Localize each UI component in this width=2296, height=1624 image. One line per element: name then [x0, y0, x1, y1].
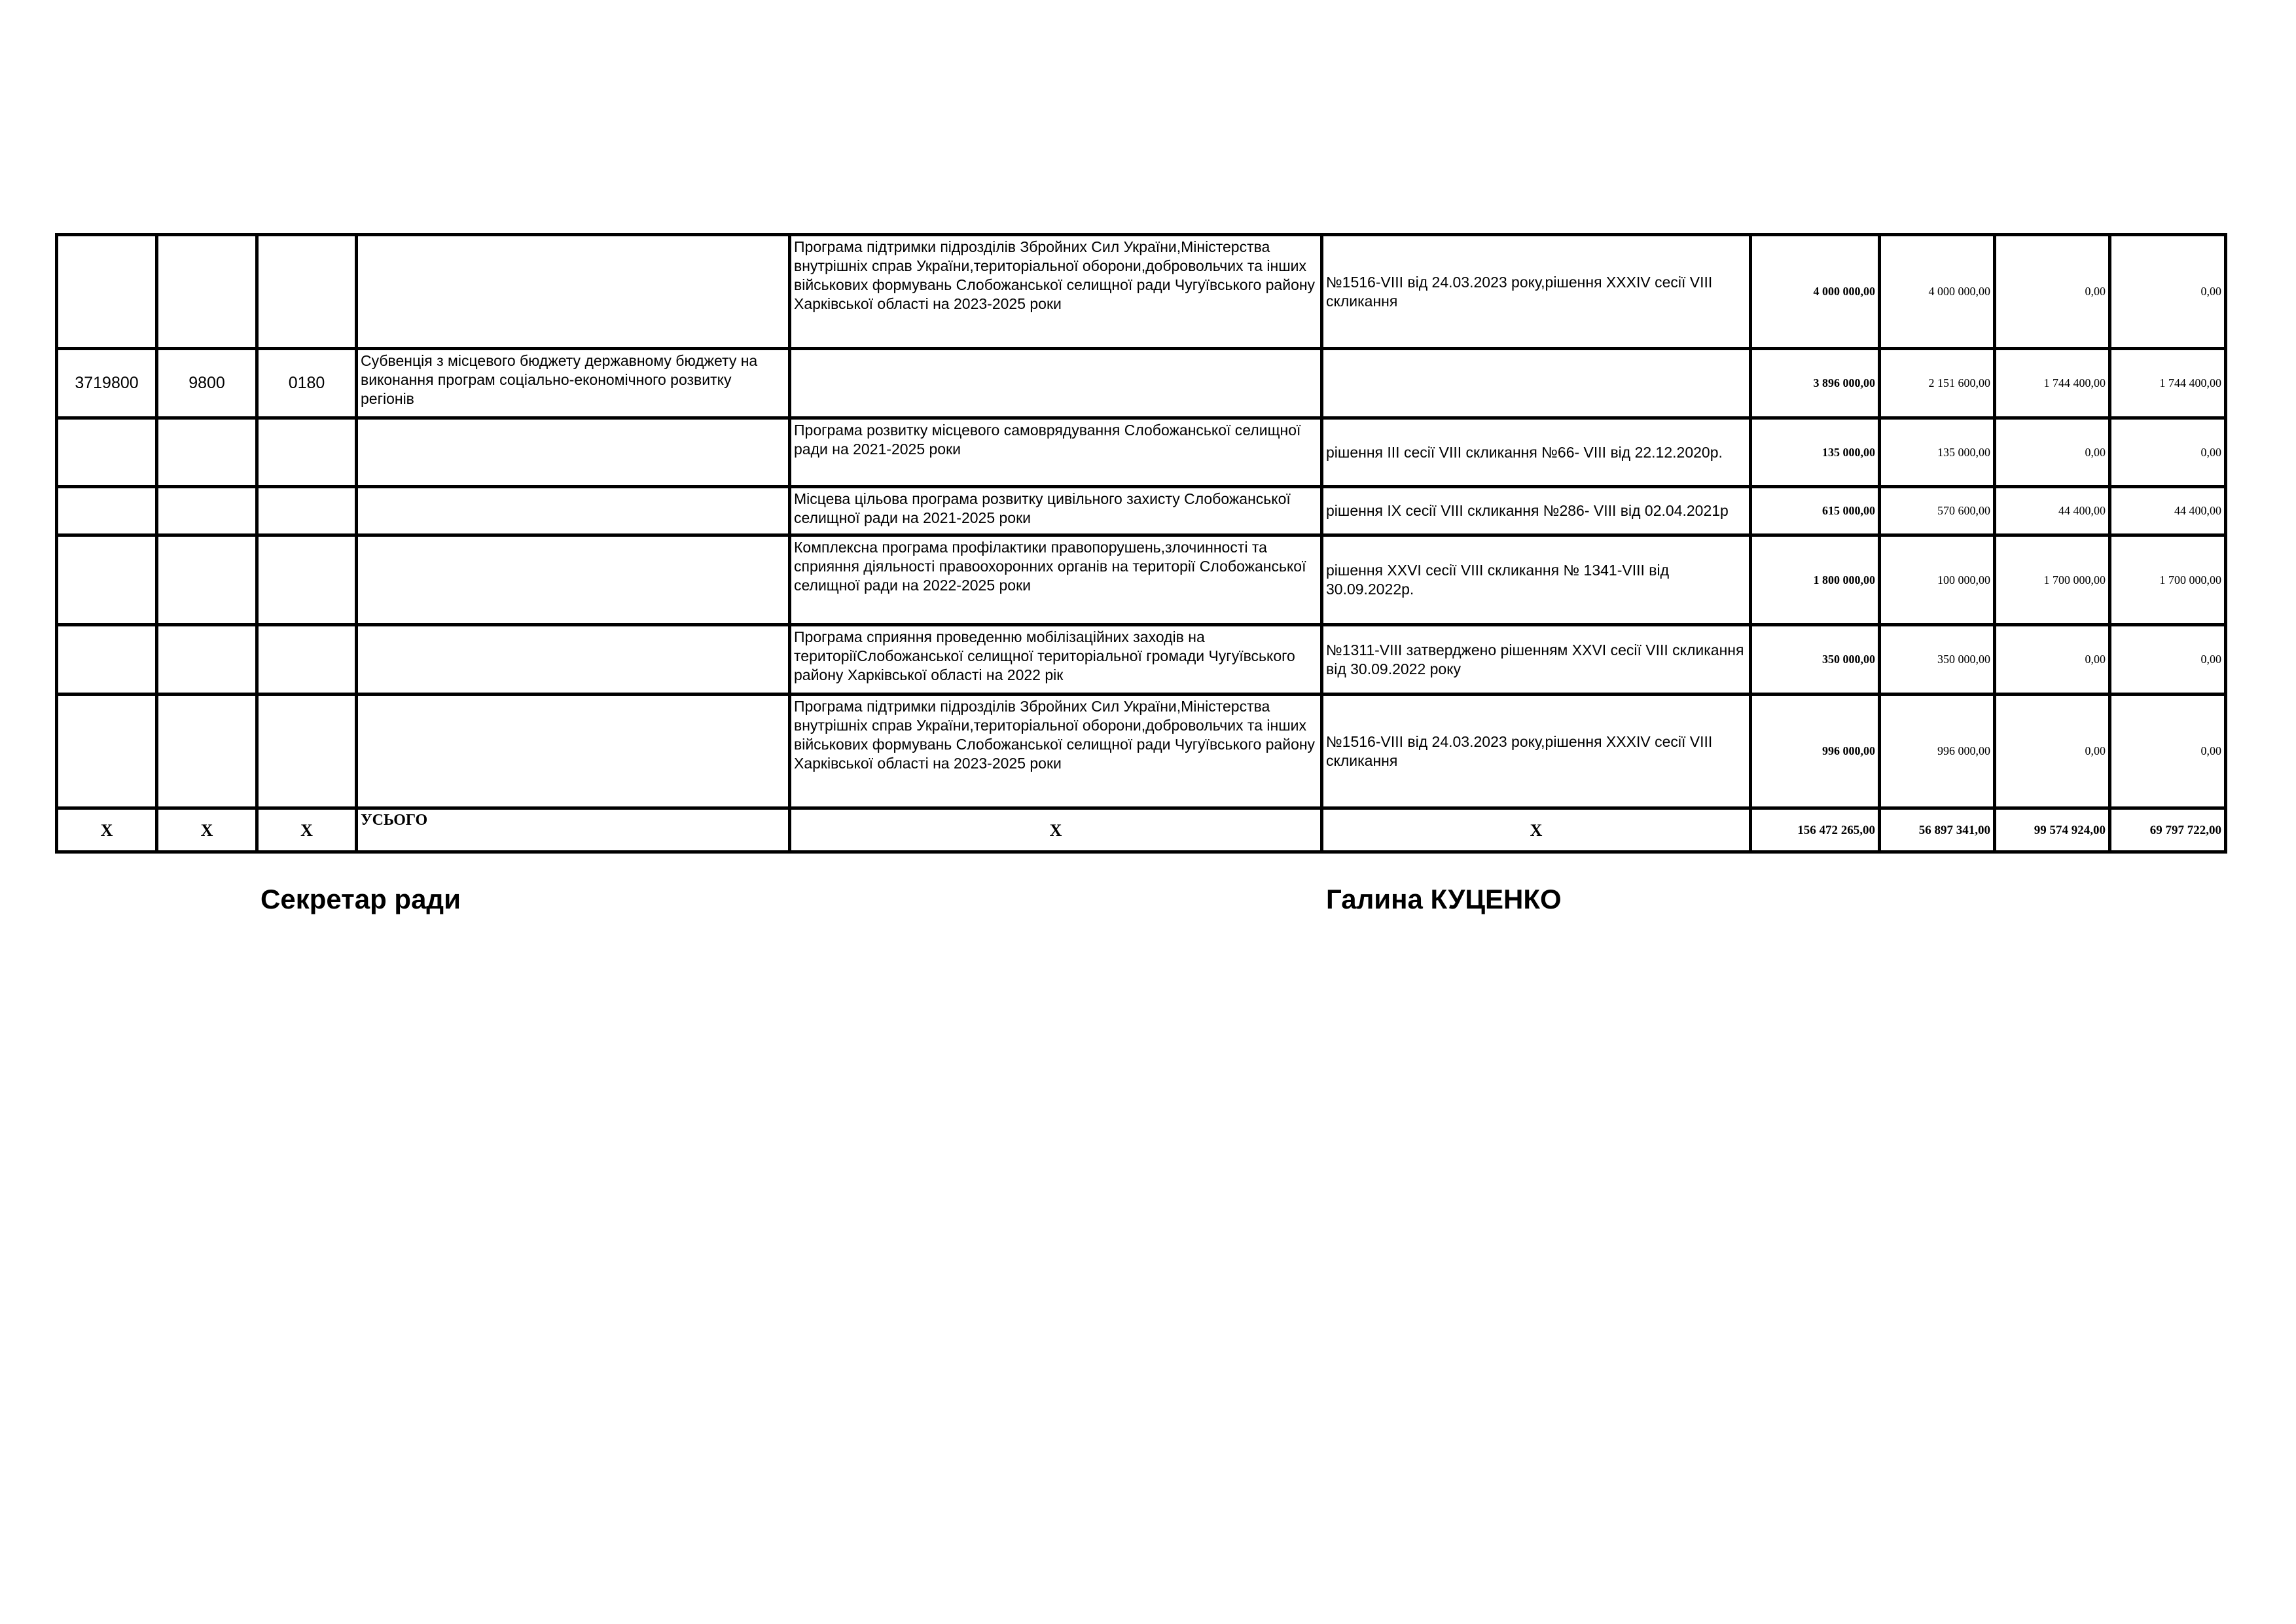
total-amount-cell: 615 000,00: [1751, 487, 1880, 535]
development-budget-cell: 0,00: [2110, 695, 2226, 808]
development-budget-cell: 1 700 000,00: [2110, 535, 2226, 625]
purpose-cell: [357, 418, 790, 487]
general-fund-cell: 2 151 600,00: [1880, 349, 1995, 418]
purpose-cell: [357, 487, 790, 535]
general-fund-total-cell: 56 897 341,00: [1880, 808, 1995, 852]
kfk2-code-cell: [157, 418, 257, 487]
grand-total-cell: 156 472 265,00: [1751, 808, 1880, 852]
decision-cell: №1516-VIII від 24.03.2023 року,рішення XXXIV сесії VIII скликання: [1322, 695, 1751, 808]
total-row: [57, 808, 2226, 852]
total-amount-cell: 3 896 000,00: [1751, 349, 1880, 418]
table-row: [57, 487, 2226, 535]
purpose-cell: [357, 695, 790, 808]
kfk3-code-cell: [257, 625, 357, 695]
decision-cell: №1516-VIII від 24.03.2023 року,рішення XXXIV сесії VIII скликання: [1322, 235, 1751, 349]
table-row: [57, 418, 2226, 487]
general-fund-cell: 4 000 000,00: [1880, 235, 1995, 349]
table-row: [57, 349, 2226, 418]
decision-cell: рішення III сесії VIII скликання №66- VIII від 22.12.2020р.: [1322, 418, 1751, 487]
general-fund-cell: 135 000,00: [1880, 418, 1995, 487]
decision-cell: рішення XXVI сесії VIII скликання № 1341-VIII від 30.09.2022р.: [1322, 535, 1751, 625]
kfk-code-cell: [57, 695, 157, 808]
kfk3-code-cell: 0180: [257, 349, 357, 418]
budget-table: [55, 233, 2227, 854]
special-fund-cell: 0,00: [1995, 625, 2110, 695]
general-fund-cell: 996 000,00: [1880, 695, 1995, 808]
program-cell: [790, 349, 1322, 418]
development-budget-total-cell: 69 797 722,00: [2110, 808, 2226, 852]
kfk3-code-cell: [257, 235, 357, 349]
kfk2-code-cell: [157, 695, 257, 808]
kfk-code-cell: [57, 235, 157, 349]
kfk3-code-cell: [257, 418, 357, 487]
development-budget-cell: 0,00: [2110, 418, 2226, 487]
general-fund-cell: 100 000,00: [1880, 535, 1995, 625]
kfk-code-cell: [57, 418, 157, 487]
kfk2-code-cell: [157, 235, 257, 349]
total-amount-cell: 996 000,00: [1751, 695, 1880, 808]
kfk2-code-cell: 9800: [157, 349, 257, 418]
purpose-cell: [357, 625, 790, 695]
decision-cell: [1322, 349, 1751, 418]
special-fund-total-cell: 99 574 924,00: [1995, 808, 2110, 852]
program-cell: Комплексна програма профілактики правопорушень,злочинності та сприяння діяльності правоохоронних органів на території Слобожанської селищної ради на 2022-2025 роки: [790, 535, 1322, 625]
kfk3-code-cell: [257, 535, 357, 625]
total-amount-cell: 1 800 000,00: [1751, 535, 1880, 625]
program-cell: Програма розвитку місцевого самоврядування Слобожанської селищної ради на 2021-2025 роки: [790, 418, 1322, 487]
kfk2-code-cell: [157, 625, 257, 695]
program-cell: Програма підтримки підрозділів Збройних Сил України,Міністерства внутрішніх справ України,територіальної оборони,добровольчих та інших військових формувань Слобожанської селищної ради Чугуївського району Харківської області на 2023-2025 роки: [790, 235, 1322, 349]
signature-name: Галина КУЦЕНКО: [1326, 884, 1562, 914]
total-x-cell: X: [257, 808, 357, 852]
kfk2-code-cell: [157, 487, 257, 535]
program-cell: Програма сприяння проведенню мобілізаційних заходів на територіїСлобожанської селищної територіальної громади Чугуївського району Харківської області на 2022 рік: [790, 625, 1322, 695]
program-cell: Програма підтримки підрозділів Збройних Сил України,Міністерства внутрішніх справ України,територіальної оборони,добровольчих та інших військових формувань Слобожанської селищної ради Чугуївського району Харківської області на 2023-2025 роки: [790, 695, 1322, 808]
special-fund-cell: 1 744 400,00: [1995, 349, 2110, 418]
total-x-cell: X: [790, 808, 1322, 852]
table-row: [57, 695, 2226, 808]
general-fund-cell: 350 000,00: [1880, 625, 1995, 695]
total-x-cell: X: [157, 808, 257, 852]
kfk-code-cell: 3719800: [57, 349, 157, 418]
total-x-cell: X: [57, 808, 157, 852]
table-row: [57, 535, 2226, 625]
special-fund-cell: 0,00: [1995, 695, 2110, 808]
program-cell: Місцева цільова програма розвитку цивільного захисту Слобожанської селищної ради на 2021-2025 роки: [790, 487, 1322, 535]
signature-position: Секретар ради: [260, 884, 461, 914]
development-budget-cell: 0,00: [2110, 625, 2226, 695]
development-budget-cell: 44 400,00: [2110, 487, 2226, 535]
kfk3-code-cell: [257, 695, 357, 808]
special-fund-cell: 0,00: [1995, 235, 2110, 349]
total-label-cell: УСЬОГО: [357, 808, 790, 852]
decision-cell: рішення IX сесії VIII скликання №286- VIII від 02.04.2021р: [1322, 487, 1751, 535]
table-row: [57, 235, 2226, 349]
kfk-code-cell: [57, 625, 157, 695]
decision-cell: №1311-VIII затверджено рішенням XXVI сесії VIII скликання від 30.09.2022 року: [1322, 625, 1751, 695]
total-amount-cell: 135 000,00: [1751, 418, 1880, 487]
special-fund-cell: 44 400,00: [1995, 487, 2110, 535]
special-fund-cell: 1 700 000,00: [1995, 535, 2110, 625]
total-amount-cell: 350 000,00: [1751, 625, 1880, 695]
purpose-cell: [357, 535, 790, 625]
table-row: [57, 625, 2226, 695]
purpose-cell: [357, 235, 790, 349]
purpose-cell: Субвенція з місцевого бюджету державному бюджету на виконання програм соціально-економічного розвитку регіонів: [357, 349, 790, 418]
general-fund-cell: 570 600,00: [1880, 487, 1995, 535]
development-budget-cell: 0,00: [2110, 235, 2226, 349]
total-x-cell: X: [1322, 808, 1751, 852]
special-fund-cell: 0,00: [1995, 418, 2110, 487]
total-amount-cell: 4 000 000,00: [1751, 235, 1880, 349]
kfk2-code-cell: [157, 535, 257, 625]
development-budget-cell: 1 744 400,00: [2110, 349, 2226, 418]
kfk-code-cell: [57, 535, 157, 625]
kfk-code-cell: [57, 487, 157, 535]
kfk3-code-cell: [257, 487, 357, 535]
